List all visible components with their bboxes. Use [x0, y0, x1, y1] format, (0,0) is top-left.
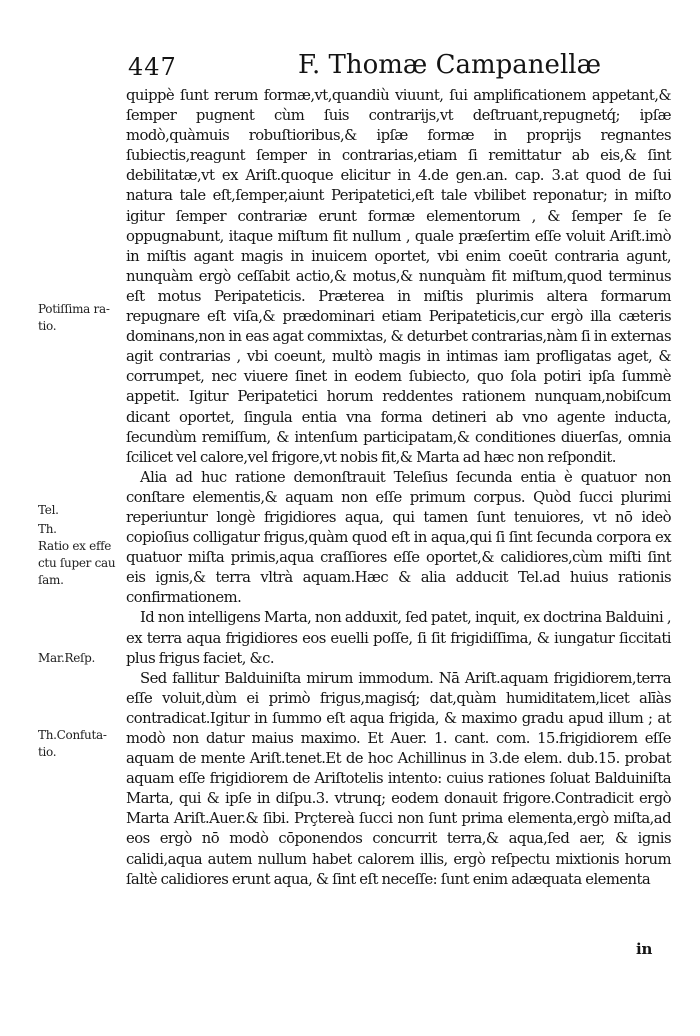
paragraph-3: Id non intelligens Marta, non adduxit, ſed patet, inquit, ex doctrina Balduini , ex terra aqua frigidiores eos euelli poſſe, ſi ſit frigidiſſima, & iungatur ſiccitati plus frigus faciet, &c. [126, 609, 671, 667]
catchword: in [636, 940, 653, 958]
margin-note-potissima-ratio: Potiſſima ra- tio. [38, 302, 110, 333]
margin-note-th-confutatio: Th.Confuta- tio. [38, 728, 107, 759]
margin-note-mar-resp: Mar.Reſp. [38, 651, 96, 665]
margin-note-tel: Tel. [38, 503, 59, 517]
paragraph-1: quippè ſunt rerum formæ,vt,quandiù viuunt, ſui amplificationem appetant,& ſemper pugnent cùm ſuis contrarijs,vt deſtruant,repugnetq́; ipſæ modò,quàmuis robuſtioribus,& ipſæ formæ in proprijs regnantes ſubiectis,reagunt ſemper in contrarias,etiam ſi remittatur ab eis,& ſint debilitatæ,vt ex Ariſt.quoque elicitur in 4.de gen.an. cap. 3.at quod de ſui natura tale eſt,ſemper,aiunt Peripatetici,eſt tale vbilibet reponatur; in miſto igitur ſemper contrariæ erunt formæ elementorum , & ſemper ſe ſe oppugnabunt, itaque miſtum fit nullum , quale præſertim eſſe voluit Ariſt.imò in miſtis agant magis in inuicem oportet, vbi enim coeūt contraria agunt, nunquàm ergò ceſſabit actio,& motus,& nunquàm fit miſtum,quod terminus eſt motus Peripateticis. Præterea in miſtis plurimis altera formarum repugnare eſt viſa,& prædominari etiam Peripateticis,cur ergò illa cæteris dominans,non in eas agat commixtas, & deturbet contrarias,nàm ſi in externas agit contrarias , vbi coeunt, multò magis in intimas iam profligatas aget, & corrumpet, nec viuere ſinet in eodem ſubiecto, quo ſola potiri ipſa ſummè appetit. Igitur Peripatetici horum reddentes rationem nunquam,nobiſcum dicant oportet, ſingula entia vna forma detineri ab vno agente inducta, ſecundùm remiſſum, & intenſum participatam,& conditiones diuerſas, omnia ſcilicet vel calore,vel frigore,vt nobis fit,& Marta ad hæc non reſpondit. [126, 87, 671, 466]
paragraph-2: Alia ad huc ratione demonſtrauit Teleſius ſecunda entia è quatuor non conſtare elementis,& aquam non eſſe primum corpus. Quòd ſucci plurimi reperiuntur longè frigidiores aqua, qui tamen ſunt tenuiores, vt nō ideò copioſius colligatur frigus,quàm quod eſt in aqua,qui ſi ſint ſecunda corpora ex quatuor miſta primis,aqua craſſiores eſſe oportet,& calidiores,cùm miſti ſint eis ignis,& terra vltrà aquam.Hæc & alia adducit Tel.ad huius rationis confirmationem. [126, 468, 671, 607]
margin-note-th: Th. [38, 522, 57, 536]
page-number: 447 [128, 53, 177, 81]
running-title: F. Thomæ Campanellæ [298, 50, 602, 80]
margin-note-ratio-ex-effectu: Ratio ex effe ctu ſuper cau ſam. [38, 539, 116, 587]
paragraph-4: Sed fallitur Balduiniſta mirum immodum. Nā Ariſt.aquam frigidiorem,terra eſſe voluit,dùm ei primò frigus,magisq́; dat,quàm humiditatem,licet alīàs contradicat.Igitur in ſummo eſt aqua frigida, & maximo gradu apud illum ; at modò non datur maius maximo. Et Auer. 1. cant. com. 15.frigidiorem eſſe aquam de mente Ariſt.tenet.Et de hoc Achillinus in 3.de elem. dub.15. probat aquam eſſe frigidiorem de Ariſtotelis intento: cuius rationes ſoluat Balduiniſta Marta, qui & ipſe in diſpu.3. vtrunq; eodem donauit frigore.Contradicit ergò Marta Ariſt.Auer.& ſibi. Prçtereà ſucci non ſunt prima elementa,ergò miſta,ad eos ergò nō modò cōponendos concurrit terra,& aqua,ſed aer, & ignis calidi,aqua autem nullum habet calorem illis, ergò reſpectu mixtionis horum ſaltè calidiores erunt aqua, & ſint eſt neceſſe: ſunt enim adæquata elementa [126, 669, 671, 888]
running-header [0, 50, 700, 86]
body-text [126, 86, 671, 890]
